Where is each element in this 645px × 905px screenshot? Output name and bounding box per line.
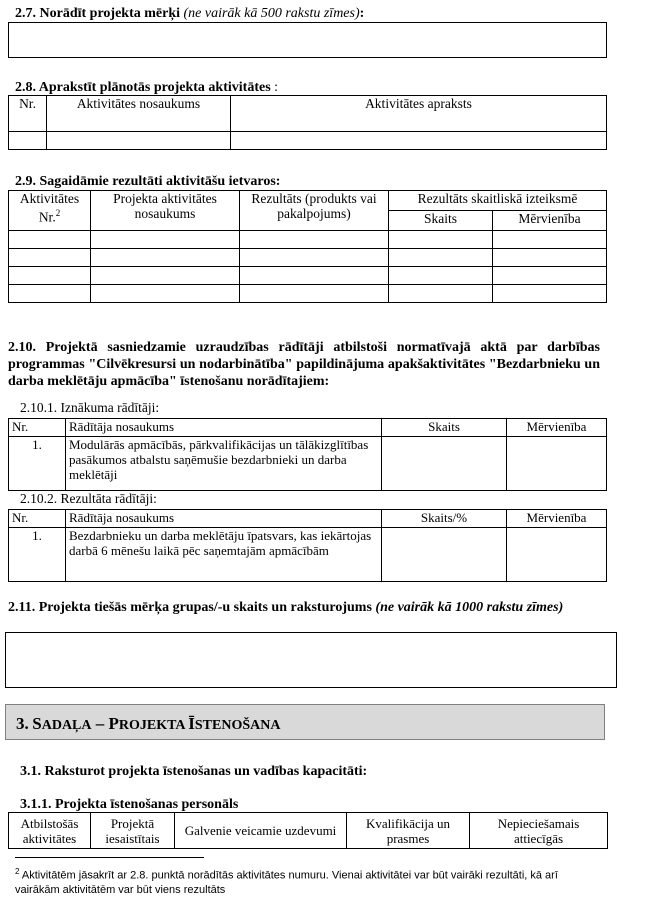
col-involved: Projektā iesaistītais (91, 813, 175, 849)
col-indicator-name: Rādītāja nosaukums (66, 510, 382, 528)
col-qualification: Kvalifikācija un prasmes (347, 813, 470, 849)
col-activities: Atbilstošās aktivitātes (9, 813, 91, 849)
table-cell[interactable] (9, 231, 91, 249)
table-cell[interactable] (493, 231, 607, 249)
heading-2-7-note: (ne vairāk kā 500 rakstu zīmes) (183, 6, 360, 21)
heading-2-10: 2.10. Projektā sasniedzamie uzraudzības rādītāji atbilstoši normatīvajā aktā par darbības programmas "Cilvēkresursi un nodarbinātība" papildinājuma apakšaktivitātes "Bezdarbnieku un darba meklētāju apmācība" īstenošanu norādītajiem: (8, 340, 600, 389)
target-group-textbox[interactable] (5, 632, 617, 688)
table-cell[interactable] (9, 249, 91, 267)
footnote-mark: 2 (15, 867, 20, 876)
col-required: Nepieciešamais attiecīgās (470, 813, 608, 849)
row-nr: 1. (9, 528, 66, 582)
section-3-header (5, 704, 605, 740)
table-cell[interactable] (9, 132, 47, 150)
col-activity-description: Aktivitātes apraksts (231, 96, 607, 132)
col-count-percent: Skaits/% (382, 510, 507, 528)
heading-2-11-note: (ne vairāk kā 1000 rakstu zīmes) (375, 600, 564, 615)
col-unit: Mērvienība (507, 419, 607, 437)
col-activity-name: Aktivitātes nosaukums (47, 96, 231, 132)
col-nr: Nr. (9, 96, 47, 132)
table-cell[interactable] (507, 528, 607, 582)
col-indicator-name: Rādītāja nosaukums (66, 419, 382, 437)
table-cell[interactable] (389, 249, 493, 267)
table-cell[interactable] (493, 285, 607, 303)
footnote-divider (15, 857, 204, 858)
result-indicators-table (8, 509, 607, 582)
goal-textbox[interactable] (8, 22, 607, 58)
table-cell[interactable] (91, 231, 240, 249)
indicator-name: Modulārās apmācībās, pārkvalifikācijas un tālākizglītības pasākumos atbalstu saņēmušie bezdarbnieki un darba meklētāji (66, 437, 382, 491)
table-cell[interactable] (231, 132, 607, 150)
table-cell[interactable] (47, 132, 231, 150)
table-cell[interactable] (91, 249, 240, 267)
heading-3-1: 3.1. Raksturot projekta īstenošanas un vadības kapacitāti: (20, 764, 368, 779)
table-cell[interactable] (382, 437, 507, 491)
activities-table (8, 95, 607, 150)
col-unit: Mērvienība (493, 211, 607, 231)
results-table (8, 190, 607, 303)
table-cell[interactable] (9, 285, 91, 303)
col-activity-name: Projekta aktivitātes nosaukums (91, 191, 240, 231)
col-activity-nr: Aktivitātes Nr.$^2$ (9, 191, 91, 231)
table-cell[interactable] (507, 437, 607, 491)
table-cell[interactable] (240, 285, 389, 303)
table-cell[interactable] (493, 249, 607, 267)
output-indicators-table (8, 418, 607, 491)
table-cell[interactable] (389, 285, 493, 303)
col-unit: Mērvienība (507, 510, 607, 528)
table-cell[interactable] (240, 267, 389, 285)
col-nr: Nr. (9, 510, 66, 528)
table-cell[interactable] (389, 231, 493, 249)
col-count: Skaits (382, 419, 507, 437)
col-main-tasks: Galvenie veicamie uzdevumi (175, 813, 347, 849)
table-cell[interactable] (240, 231, 389, 249)
table-cell[interactable] (240, 249, 389, 267)
col-count: Skaits (389, 211, 493, 231)
personnel-table (8, 812, 608, 849)
row-nr: 1. (9, 437, 66, 491)
subheading-2-10-2: 2.10.2. Rezultāta rādītāji: (20, 491, 157, 506)
table-cell[interactable] (382, 528, 507, 582)
table-cell[interactable] (493, 267, 607, 285)
table-cell[interactable] (9, 267, 91, 285)
footnote-ref: 2 (55, 208, 61, 218)
subheading-2-10-1: 2.10.1. Iznākuma rādītāji: (20, 400, 160, 415)
heading-3-1-1: 3.1.1. Projekta īstenošanas personāls (20, 797, 239, 812)
indicator-name: Bezdarbnieku un darba meklētāju īpatsvars, kas iekārtojas darbā 6 mēnešu laikā pēc saņemtajām apmācībām (66, 528, 382, 582)
col-result-numeric: Rezultāts skaitliskā izteiksmē (389, 191, 607, 211)
col-result: Rezultāts (produkts vai pakalpojums) (240, 191, 389, 231)
heading-2-11: 2.11. Projekta tiešās mērķa grupas/-u skaits un raksturojums (ne vairāk kā 1000 rakstu zīmes) (8, 600, 564, 615)
heading-2-7: 2.7. Norādīt projekta mērķi (ne vairāk kā 500 rakstu zīmes): (15, 6, 365, 21)
heading-2-8: 2.8. Aprakstīt plānotās projekta aktivitātes : (15, 80, 279, 95)
table-cell[interactable] (389, 267, 493, 285)
col-nr: Nr. (9, 419, 66, 437)
table-cell[interactable] (91, 285, 240, 303)
table-cell[interactable] (91, 267, 240, 285)
footnote: $^2$ Aktivitātēm jāsakrīt ar 2.8. punktā norādītās aktivitātes numuru. Vienai aktivitātei var būt vairāki rezultāti, kā arī vairākām aktivitātēm var būt viens rezultāts (15, 867, 558, 896)
heading-2-9: 2.9. Sagaidāmie rezultāti aktivitāšu ietvaros: (15, 174, 281, 189)
section-3-title: 3. SADAĻA – PROJEKTA ĪSTENOŠANA (16, 714, 281, 733)
